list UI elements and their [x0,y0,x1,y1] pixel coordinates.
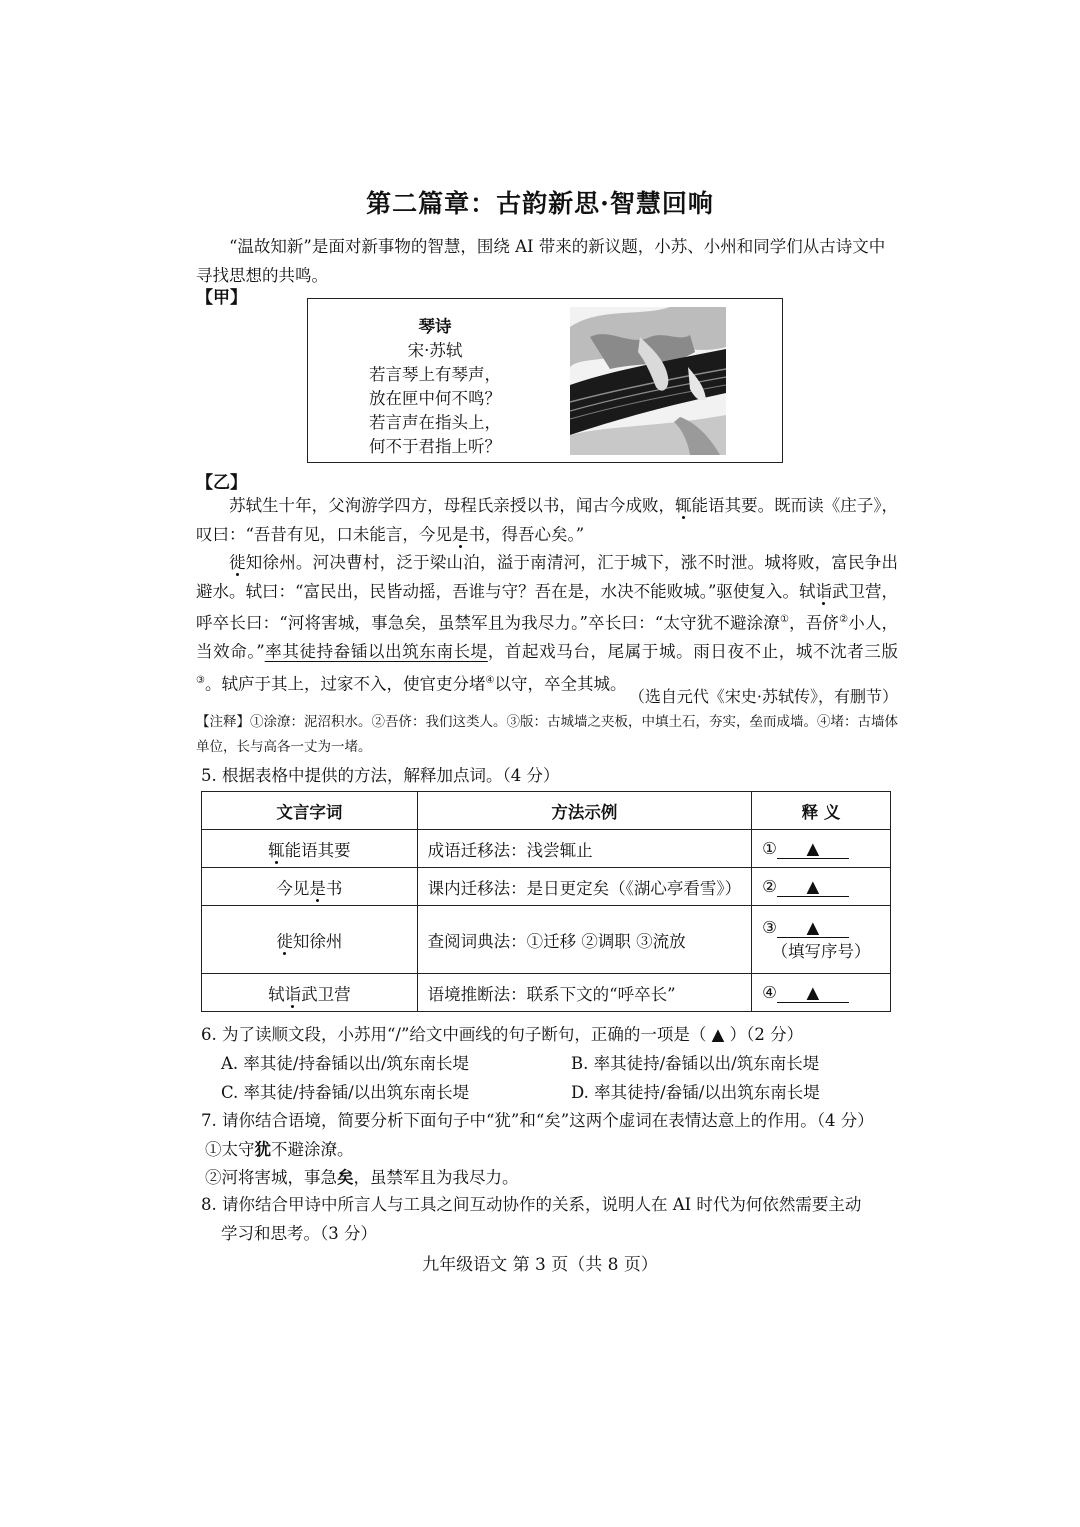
method-cell: 查阅词典法：①迁移 ②调职 ③流放 [417,906,751,974]
table-header-row [202,792,891,830]
poem [308,315,562,459]
table-row [202,974,891,1012]
question-7-sentence-2: ②河将害城，事急矣，虽禁军且为我尽力。 [205,1168,519,1187]
intro-paragraph: “温故知新”是面对新事物的智慧，围绕 AI 带来的新议题，小苏、小州和同学们从古诗文中寻找思想的共鸣。 [196,237,886,285]
page-title: 第二篇章：古韵新思·智慧回响 [366,189,714,218]
question-5-stem: 5. 根据表格中提供的方法，解释加点词。（4 分） [201,766,560,785]
annotations: 【注释】①涂潦：泥沼积水。②吾侪：我们这类人。③版：古城墙之夹板，中填土石，夯实，垒而成墙。④堵：古墙体单位，长与高各一丈为一堵。 [196,714,898,755]
poem-line: 若言琴上有琴声， [369,365,501,384]
dotted-word: 是 [309,878,326,898]
dotted-word: 徙 [276,931,293,951]
table-header: 方法示例 [417,792,751,830]
poem-title: 琴诗 [418,317,452,336]
word-cell: 辄能语其要 [202,830,418,868]
note-ref: ① [779,614,790,625]
table-row [202,830,891,868]
section-label-jia: 【甲】 [196,288,247,308]
dotted-word: 徙 [229,553,246,572]
ink-painting-qin-image [570,307,726,455]
method-cell: 课内迁移法：是日更定矣（《湖心亭看雪》） [417,868,751,906]
word-cell: 轼诣武卫营 [202,974,418,1012]
classical-passage [196,492,898,699]
answer-cell: ④ ▲ [752,974,891,1012]
method-cell: 语境推断法：联系下文的“呼卒长” [417,974,751,1012]
answer-blank[interactable]: ▲ [777,878,849,897]
option-b[interactable]: B. 率其徒持/畚锸以出/筑东南长堤 [571,1054,820,1073]
answer-blank[interactable]: ▲ [777,919,849,938]
dotted-word: 诣 [284,984,302,1004]
poem-line: 若言声在指头上， [369,413,501,432]
option-d[interactable]: D. 率其徒持/畚锸/以出筑东南长堤 [571,1083,820,1102]
answer-cell: ③ ▲ （填写序号） [752,906,891,974]
method-table [201,791,891,1012]
question-8-stem: 8. 请你结合甲诗中所言人与工具之间互动协作的关系，说明人在 AI 时代为何依然需要主动 [201,1195,862,1214]
page-footer: 九年级语文 第 3 页（共 8 页） [422,1255,658,1275]
method-cell: 成语迁移法：浅尝辄止 [417,830,751,868]
question-7-stem: 7. 请你结合语境，简要分析下面句子中“犹”和“矣”这两个虚词在表情达意上的作用。（4 分） [201,1111,874,1130]
note-ref: ② [839,614,849,625]
poem-line: 何不于君指上听？ [369,437,501,456]
poem-line: 放在匣中何不鸣？ [369,389,501,408]
dotted-word: 诣 [815,581,832,601]
table-header: 释 义 [752,792,891,830]
dotted-word: 辄 [675,496,692,515]
word-cell: 今见是书 [202,868,418,906]
answer-blank[interactable]: ▲ [777,840,849,859]
source-citation: （选自元代《宋史·苏轼传》，有删节） [628,687,898,706]
question-8-stem-cont: 学习和思考。（3 分） [221,1224,377,1243]
question-7-sentence-1: ①太守犹不避涂潦。 [205,1140,354,1159]
table-header: 文言字词 [202,792,418,830]
poem-author: 宋·苏轼 [407,341,463,360]
question-6-stem: 6. 为了读顺文段，小苏用“/”给文中画线的句子断句，正确的一项是（ ▲ ）（2 分） [201,1025,804,1044]
answer-hint: （填写序号） [771,941,871,961]
note-ref: ③ [196,674,205,686]
passage-paragraph-1: 苏轼生十年，父洵游学四方，母程氏亲授以书，闻古今成败，辄能语其要。既而读《庄子》，叹曰：“吾昔有见，口未能言，今见是书，得吾心矣。” [196,496,899,544]
note-ref: ④ [485,674,495,686]
underlined-sentence: 率其徒持畚锸以出筑东南长堤 [264,642,488,661]
word-cell: 徙知徐州 [202,906,418,974]
passage-paragraph-2: 徙知徐州。河决曹村，泛于梁山泊，溢于南清河，汇于城下，涨不时泄。城将败，富民争出避水。轼曰：“富民出，民皆动摇，吾谁与守？吾在是，水决不能败城。”驱使复入。轼诣武卫营，呼卒长曰：“河将害城，事急矣，虽禁军且为我尽力。”卒长曰：“太守犹不避涂潦①，吾侪②小人，当效命。”率其徒持畚锸以出筑东南长堤，首起戏马台，尾属于城。雨日夜不止，城不沈者三版③。轼庐于其上，过家不入，使官吏分堵④以守，卒全其城。 [196,553,899,693]
option-c[interactable]: C. 率其徒/持畚锸/以出筑东南长堤 [221,1083,470,1102]
answer-cell: ① ▲ [752,830,891,868]
option-a[interactable]: A. 率其徒/持畚锸以出/筑东南长堤 [221,1054,470,1073]
table-row [202,868,891,906]
poem-box [307,298,783,463]
dotted-word: 是 [451,524,469,544]
table-row [202,906,891,974]
section-label-yi: 【乙】 [196,473,247,493]
dotted-word: 辄 [268,840,285,860]
answer-blank[interactable]: ▲ [777,984,849,1003]
answer-cell: ② ▲ [752,868,891,906]
